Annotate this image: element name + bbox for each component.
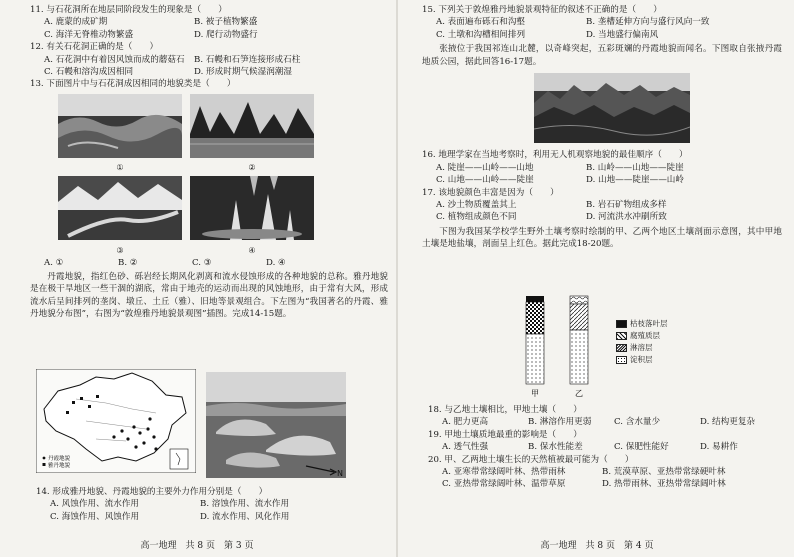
q20-options	[442, 466, 784, 491]
q13-photo-grid	[58, 94, 388, 257]
photo-caption-3: ③	[116, 245, 124, 255]
q17-option-d[interactable]: D. 河流洪水冲刷所致	[586, 212, 667, 223]
soil-profile-diagram	[518, 292, 708, 402]
soil-legend-humus	[616, 330, 668, 342]
q15-option-a[interactable]: A. 表面遍布砾石和沟壑	[436, 17, 526, 28]
right-page-footer: 高一地理 共 8 页 第 4 页	[540, 541, 654, 551]
q17-option-c[interactable]: C. 植物组成颜色不同	[436, 212, 517, 223]
soil-legend	[616, 318, 668, 366]
q19-option-c[interactable]: C. 保肥性能好	[614, 442, 669, 453]
compass-north-label: N	[337, 469, 343, 478]
q14-block	[36, 486, 392, 523]
soil-label-jia: 甲	[531, 389, 539, 398]
soil-legend-illuvial	[616, 354, 668, 366]
photo-desert-dunes	[58, 94, 182, 158]
q14-options	[50, 498, 392, 523]
q18-option-d[interactable]: D. 结构更复杂	[700, 417, 756, 428]
q11-option-a[interactable]: A. 鹿蒙的成矿期	[44, 17, 108, 28]
china-map	[36, 369, 196, 473]
q13-stem: 13. 下面图片中与石花洞成因相同的地貌类是（ ）	[30, 79, 236, 90]
soil-profile-columns	[518, 292, 708, 402]
q12-options	[44, 54, 388, 79]
q12-option-d[interactable]: D. 形成时期气候湿润潮湿	[194, 67, 292, 78]
q15-option-d[interactable]: D. 当地盛行偏南风	[586, 29, 659, 40]
q17-options	[436, 199, 782, 224]
soil-legend-humus-label: 腐殖质层	[630, 331, 660, 340]
q20-option-d[interactable]: D. 热带雨林、亚热带常绿阔叶林	[602, 479, 726, 490]
q14-option-d[interactable]: D. 流水作用、风化作用	[200, 511, 290, 522]
legend-swatch-humus	[616, 332, 627, 340]
q19-options	[442, 441, 784, 453]
q19-option-d[interactable]: D. 易耕作	[700, 442, 738, 453]
q14-option-b[interactable]: B. 溶蚀作用、流水作用	[200, 499, 290, 510]
q12-stem: 12. 有关石花洞正确的是（ ）	[30, 42, 159, 53]
q20-option-b[interactable]: B. 荒漠草原、亚热带常绿硬叶林	[602, 467, 726, 478]
q12-option-c[interactable]: C. 石幔和溶沟成因相同	[44, 67, 134, 78]
legend-swatch-eluvial	[616, 344, 627, 352]
soil-legend-eluvial-label: 淋溶层	[630, 343, 653, 352]
passage-danxia-yardang: 丹霞地貌，指红色砂、砾岩经长期风化剥离和流水侵蚀形成的各种地貌的总称。雅丹地貌是在极干旱地区一些干涸的湖底，常由于地壳的运动而出现的风蚀地形，由于常有大风，形成流水后呈间排列的垄岗、墩丘、土丘（雅）、旧地等景观组合。下左图为“我国著名的丹霞、雅丹地貌分布图”，右图为“敦煌雅丹地貌景观图”插图。完成14-15题。	[30, 272, 388, 320]
q16-option-a[interactable]: A. 陡崖——山岭——山地	[436, 162, 534, 173]
photo-glacier-valley	[58, 176, 182, 240]
soil-label-yi: 乙	[575, 389, 583, 398]
q12-option-b[interactable]: B. 石幔和石笋连接形成石柱	[194, 54, 301, 65]
page-fold	[396, 0, 398, 557]
q11-stem: 11. 与石花洞所在地层同阶段发生的现象是（ ）	[30, 5, 227, 15]
left-page-footer: 高一地理 共 8 页 第 3 页	[140, 541, 254, 551]
q18-option-a[interactable]: A. 肥力更高	[442, 417, 489, 428]
q16-option-b[interactable]: B. 山岭——山地——陡崖	[586, 162, 684, 173]
q16-options	[436, 162, 782, 187]
q14-option-c[interactable]: C. 海蚀作用、风蚀作用	[50, 511, 140, 522]
map-legend-danxia: 丹霞地貌	[48, 456, 71, 462]
q13-option-d[interactable]: D. ④	[266, 257, 286, 268]
photo-cave-stalagmites	[190, 176, 314, 240]
q12-option-a[interactable]: A. 石花洞中有着因风蚀而成的蘑菇石	[44, 54, 185, 65]
passage-zhangye: 张掖位于我国祁连山北麓，以奇峰突起，五彩斑斓的丹霞地貌而闻名。下图取自张掖丹霞地质公园，据此回答16-17题。	[422, 44, 782, 67]
q17-option-b[interactable]: B. 岩石矿物组成多样	[586, 200, 667, 211]
q14-option-a[interactable]: A. 风蚀作用、流水作用	[50, 499, 140, 510]
q19-stem: 19. 甲地土壤质地最重的影响是（ ）	[428, 429, 582, 440]
q18-stem: 18. 与乙地土壤相比，甲地土壤（ ）	[428, 405, 582, 415]
q11-options	[44, 16, 388, 41]
map-legend-yardang: 雅丹地貌	[48, 463, 71, 469]
q16-stem: 16. 地理学家在当地考察时，利用无人机观察地貌的最佳顺序（ ）	[422, 150, 688, 161]
legend-swatch-litter	[616, 320, 627, 328]
q20-option-a[interactable]: A. 亚寒带常绿阔叶林、热带雨林	[442, 467, 566, 478]
photo-caption-4: ④	[248, 245, 256, 255]
soil-legend-litter	[616, 318, 668, 330]
soil-legend-illuvial-label: 淀积层	[630, 355, 653, 364]
q13-option-a[interactable]: A. ①	[44, 257, 64, 268]
photo-karst-peaks	[190, 94, 314, 158]
q20-option-c[interactable]: C. 亚热带常绿阔叶林、温带草原	[442, 479, 566, 490]
soil-legend-eluvial	[616, 342, 668, 354]
q20-stem: 20. 甲、乙两地土壤生长的天然植被最可能为（ ）	[428, 454, 634, 465]
q16-option-c[interactable]: C. 山地——山岭——陡崖	[436, 175, 534, 186]
q13-options	[44, 257, 388, 269]
q18-q20-block	[428, 404, 784, 491]
q11-option-b[interactable]: B. 被子植物繁盛	[194, 17, 258, 28]
q18-option-b[interactable]: B. 淋溶作用更弱	[528, 417, 592, 428]
q15-option-b[interactable]: B. 垄槽延伸方向与盛行风向一致	[586, 17, 710, 28]
q18-option-c[interactable]: C. 含水量少	[614, 417, 661, 428]
photo-caption-1: ①	[116, 163, 124, 173]
q17-stem: 17. 该地貌颜色丰富是因为（ ）	[422, 187, 559, 198]
q19-option-b[interactable]: B. 保水性能差	[528, 442, 583, 453]
q18-options	[442, 416, 784, 428]
q13-option-b[interactable]: B. ②	[118, 257, 138, 268]
q11-option-c[interactable]: C. 海洋无脊椎动物繁盛	[44, 29, 134, 40]
photo-zhangye-danxia	[534, 73, 690, 143]
q14-stem: 14. 形成雅丹地貌、丹霞地貌的主要外力作用分别是（ ）	[36, 487, 268, 497]
q11-option-d[interactable]: D. 爬行动物盛行	[194, 29, 258, 40]
legend-swatch-illuvial	[616, 356, 627, 364]
q13-option-c[interactable]: C. ③	[192, 257, 212, 268]
soil-legend-litter-label: 枯枝落叶层	[630, 319, 668, 328]
photo-caption-2: ②	[248, 163, 256, 173]
q19-option-a[interactable]: A. 透气性强	[442, 442, 489, 453]
q15-stem: 15. 下列关于敦煌雅丹地貌景观特征的叙述不正确的是（ ）	[422, 5, 662, 15]
photo-dunhuang-yardang	[206, 372, 346, 478]
passage-soil: 下图为我国某学校学生野外土壤考察时绘制的甲、乙两个地区土壤剖面示意图，其中甲地土壤是地盐壤，剖面呈上红色。据此完成18-20题。	[422, 226, 782, 250]
q16-option-d[interactable]: D. 山地——陡崖——山岭	[586, 175, 684, 186]
q15-options	[436, 16, 782, 41]
q17-option-a[interactable]: A. 沙土物质覆盖其上	[436, 200, 517, 211]
q15-option-c[interactable]: C. 土墩和沟槽相间排列	[436, 29, 526, 40]
